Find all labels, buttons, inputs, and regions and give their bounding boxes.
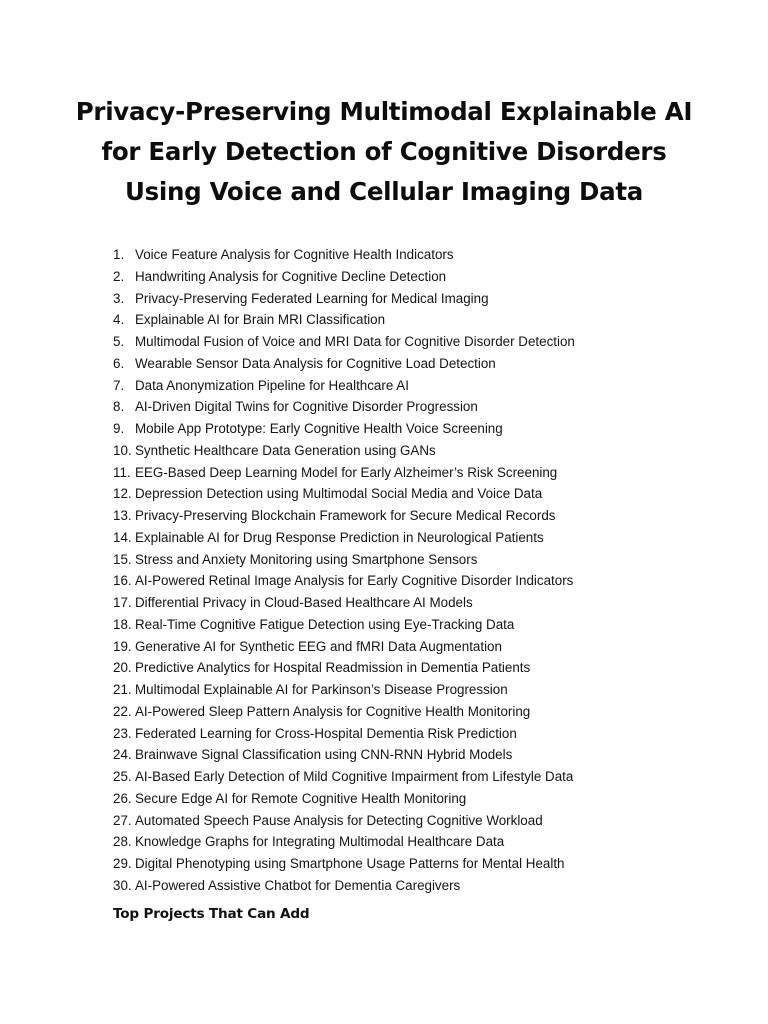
list-item-text: Mobile App Prototype: Early Cognitive Health Voice Screening: [135, 421, 503, 436]
list-item-number: 25.: [113, 769, 132, 784]
project-list-item: [0, 657, 768, 679]
list-item-number: 13.: [113, 508, 132, 523]
list-item-number: 16.: [113, 573, 132, 589]
list-item-number: 24.: [113, 747, 132, 763]
list-item-number: 3.: [113, 290, 125, 306]
list-item-text: Voice Feature Analysis for Cognitive Health Indicators: [135, 247, 454, 262]
list-item-number: 8.: [113, 399, 125, 415]
list-item-number: 9.: [113, 421, 125, 436]
list-item-number: 28.: [113, 834, 132, 850]
list-item-number: 4.: [113, 312, 125, 328]
list-item-text: AI-Powered Assistive Chatbot for Dementia Caregivers: [135, 877, 461, 893]
list-item-text: AI-Driven Digital Twins for Cognitive Disorder Progression: [135, 399, 478, 415]
project-list-item: [0, 766, 768, 788]
project-list-item: [0, 679, 768, 701]
project-list-item: [0, 309, 768, 331]
list-item-text: Wearable Sensor Data Analysis for Cognitive Load Detection: [135, 355, 496, 371]
list-item-number: 15.: [113, 551, 132, 567]
list-item-text: Depression Detection using Multimodal Social Media and Voice Data: [135, 486, 543, 502]
list-item-number: 23.: [113, 725, 132, 741]
list-item-text: Predictive Analytics for Hospital Readmission in Dementia Patients: [135, 660, 531, 676]
project-list-item: [0, 244, 768, 266]
project-list-item: [0, 636, 768, 658]
project-list-item: [0, 505, 768, 527]
list-item-text: Brainwave Signal Classification using CNN-RNN Hybrid Models: [135, 747, 513, 763]
list-item-text: Handwriting Analysis for Cognitive Decline Detection: [135, 268, 447, 284]
list-item-number: 29.: [113, 856, 132, 871]
list-item-number: 7.: [113, 377, 125, 393]
project-list-item: [0, 440, 768, 462]
list-item-text: Multimodal Fusion of Voice and MRI Data for Cognitive Disorder Detection: [135, 334, 575, 349]
list-item-number: 26.: [113, 790, 132, 806]
project-list-item: [0, 462, 768, 484]
list-item-text: AI-Powered Retinal Image Analysis for Early Cognitive Disorder Indicators: [135, 573, 574, 589]
list-item-number: 2.: [113, 268, 125, 284]
list-item-number: 22.: [113, 703, 132, 719]
list-item-text: Knowledge Graphs for Integrating Multimodal Healthcare Data: [135, 834, 505, 850]
list-item-text: Synthetic Healthcare Data Generation using GANs: [135, 442, 436, 458]
list-item-number: 19.: [113, 638, 132, 654]
list-item-number: 20.: [113, 660, 132, 676]
project-list: [0, 244, 768, 897]
list-item-text: Real-Time Cognitive Fatigue Detection using Eye-Tracking Data: [135, 616, 515, 632]
list-item-text: Federated Learning for Cross-Hospital Dementia Risk Prediction: [135, 725, 517, 741]
project-list-item: [0, 614, 768, 636]
project-list-item: [0, 788, 768, 810]
list-item-number: 21.: [113, 682, 132, 697]
project-list-item: [0, 831, 768, 853]
project-list-item: [0, 353, 768, 375]
project-list-item: [0, 570, 768, 592]
project-list-item: [0, 875, 768, 897]
project-list-item: [0, 288, 768, 310]
list-item-number: 10.: [113, 442, 132, 458]
list-item-number: 30.: [113, 877, 132, 893]
project-list-item: [0, 723, 768, 745]
project-list-item: [0, 527, 768, 549]
list-item-text: Differential Privacy in Cloud-Based Healthcare AI Models: [135, 595, 473, 610]
list-item-number: 1.: [113, 247, 125, 262]
list-item-text: Secure Edge AI for Remote Cognitive Health Monitoring: [135, 790, 467, 806]
list-item-text: Data Anonymization Pipeline for Healthcare AI: [135, 377, 409, 393]
list-item-number: 6.: [113, 355, 125, 371]
list-item-number: 18.: [113, 616, 132, 632]
list-item-text: Stress and Anxiety Monitoring using Smartphone Sensors: [135, 551, 478, 567]
list-item-number: 11.: [113, 464, 131, 480]
list-item-text: Explainable AI for Brain MRI Classification: [135, 312, 386, 328]
list-item-number: 17.: [113, 595, 132, 610]
list-item-number: 14.: [113, 529, 132, 545]
list-item-text: Digital Phenotyping using Smartphone Usage Patterns for Mental Health: [135, 856, 565, 871]
document-title: Privacy-Preserving Multimodal Explainable AI for Early Detection of Cognitive Disorders Using Voice and Cellular Imaging Data: [75, 97, 693, 206]
section-heading: Top Projects That Can Add: [113, 906, 310, 922]
project-list-item: [0, 744, 768, 766]
project-list-item: [0, 396, 768, 418]
list-item-text: AI-Based Early Detection of Mild Cognitive Impairment from Lifestyle Data: [135, 769, 574, 784]
project-list-item: [0, 549, 768, 571]
project-list-item: [0, 701, 768, 723]
list-item-text: Multimodal Explainable AI for Parkinson’s Disease Progression: [135, 682, 508, 697]
project-list-item: [0, 592, 768, 614]
project-list-item: [0, 418, 768, 440]
list-item-number: 12.: [113, 486, 132, 502]
list-item-text: Automated Speech Pause Analysis for Detecting Cognitive Workload: [135, 812, 543, 828]
list-item-text: Explainable AI for Drug Response Prediction in Neurological Patients: [135, 529, 544, 545]
project-list-item: [0, 331, 768, 353]
list-item-text: Generative AI for Synthetic EEG and fMRI Data Augmentation: [135, 638, 502, 654]
list-item-text: EEG-Based Deep Learning Model for Early Alzheimer’s Risk Screening: [135, 464, 558, 480]
project-list-item: [0, 853, 768, 875]
list-item-number: 27.: [113, 812, 132, 828]
list-item-text: Privacy-Preserving Blockchain Framework for Secure Medical Records: [135, 508, 556, 523]
list-item-number: 5.: [113, 334, 125, 349]
list-item-text: AI-Powered Sleep Pattern Analysis for Cognitive Health Monitoring: [135, 703, 531, 719]
project-list-item: [0, 375, 768, 397]
project-list-item: [0, 483, 768, 505]
project-list-item: [0, 266, 768, 288]
project-list-item: [0, 810, 768, 832]
list-item-text: Privacy-Preserving Federated Learning for Medical Imaging: [135, 290, 489, 306]
